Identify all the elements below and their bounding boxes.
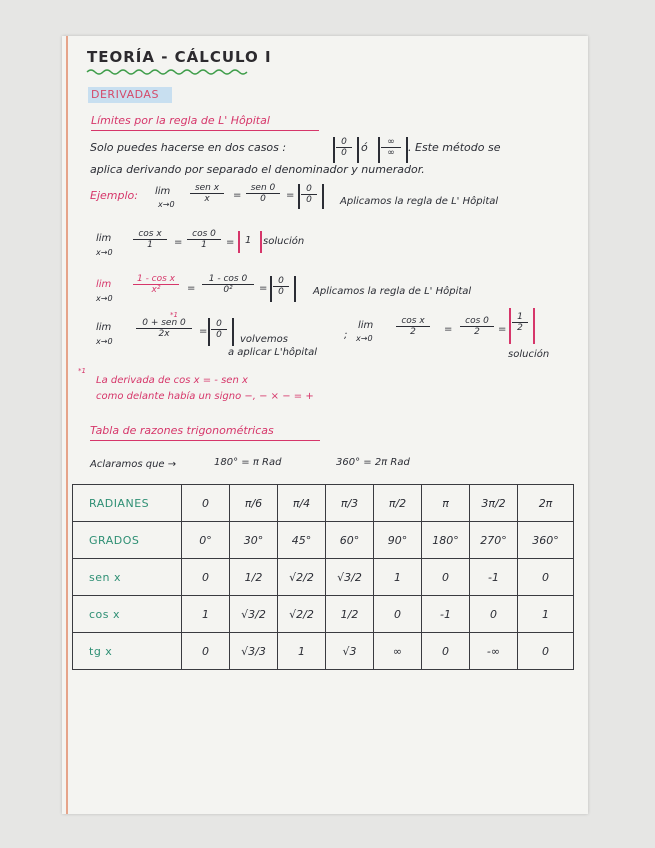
or-text: ó [361, 141, 368, 154]
solution-label: solución [263, 236, 305, 247]
table-cell: 1 [182, 596, 230, 633]
table-cell: √3/2 [230, 596, 278, 633]
table-cell: √3/3 [230, 633, 278, 670]
result-fraction [512, 312, 528, 333]
table-cell: -∞ [470, 633, 518, 670]
table-cell: 0 [518, 559, 574, 596]
table-cell: √3/2 [326, 559, 374, 596]
fraction-denominator: x² [151, 285, 161, 295]
lim-sub: x→0 [96, 337, 113, 346]
table-cell: 0 [470, 596, 518, 633]
table-row [73, 596, 574, 633]
fraction-denominator: 1 [201, 240, 207, 250]
table-cell: 0 [422, 633, 470, 670]
table-row [73, 485, 574, 522]
fraction-denominator: 0 [216, 330, 222, 340]
fraction-numerator: 0 + sen 0 [136, 318, 192, 329]
fraction [133, 229, 167, 250]
table-cell: √2/2 [278, 559, 326, 596]
fraction [133, 274, 179, 295]
table-cell: 1/2 [230, 559, 278, 596]
clarify-180: 180° = π Rad [214, 457, 282, 468]
fraction-numerator: 0 [273, 276, 289, 287]
row-label: sen x [73, 559, 182, 596]
footnote-line-2: como delante había un signo −, − × − = + [96, 391, 314, 402]
fraction-numerator: cos 0 [460, 316, 494, 327]
fraction-numerator: sen x [190, 183, 224, 194]
lim-label: lim [358, 320, 374, 331]
subtitle-underline [90, 440, 320, 441]
equals: = [233, 190, 242, 201]
lim-label: lim [96, 233, 112, 244]
equals: = [286, 190, 295, 201]
equals: = [226, 237, 235, 248]
table-row [73, 522, 574, 559]
equals: = [174, 237, 183, 248]
row-label: GRADOS [73, 522, 182, 559]
table-cell: 30° [230, 522, 278, 559]
table-cell: 0 [374, 596, 422, 633]
equals: = [444, 324, 453, 335]
table-cell: 45° [278, 522, 326, 559]
fraction-numerator: ∞ [381, 137, 401, 148]
section-heading: DERIVADAS [91, 88, 159, 101]
table-cell: √3 [326, 633, 374, 670]
fraction [190, 183, 224, 204]
page-title: TEORÍA - CÁLCULO I [87, 48, 272, 66]
fraction-denominator: 2 [410, 327, 416, 337]
intro-text-1: Solo puedes hacerse en dos casos : [90, 141, 287, 154]
table-cell: 270° [470, 522, 518, 559]
table-cell: 90° [374, 522, 422, 559]
lim-sub: x→0 [158, 200, 175, 209]
table-cell: π/4 [278, 485, 326, 522]
fraction-denominator: 0 [260, 194, 266, 204]
trig-table [72, 484, 574, 670]
table-cell: 0 [182, 633, 230, 670]
fraction-denominator: x [204, 194, 210, 204]
fraction [396, 316, 430, 337]
table-cell: 1 [518, 596, 574, 633]
intro-text-2: aplica derivando por separado el denominador y numerador. [90, 163, 425, 176]
table-cell: 1/2 [326, 596, 374, 633]
fraction-numerator: 1 - cos 0 [202, 274, 254, 285]
subtitle-table: Tabla de razones trigonométricas [90, 424, 274, 437]
margin-line [66, 36, 68, 814]
table-cell: 0° [182, 522, 230, 559]
table-cell: 180° [422, 522, 470, 559]
table-cell: -1 [422, 596, 470, 633]
solution-label: solución [508, 349, 550, 360]
fraction-denominator: 0 [306, 195, 312, 205]
table-cell: 0 [182, 485, 230, 522]
equals: = [199, 326, 208, 337]
footnote-line-1: La derivada de cos x = - sen x [96, 375, 248, 386]
clarify-text: Aclaramos que → [90, 459, 177, 470]
separator: ; [344, 330, 348, 341]
equals: = [259, 283, 268, 294]
table-cell: π/3 [326, 485, 374, 522]
subtitle-lhopital: Límites por la regla de L' Hôpital [91, 114, 270, 127]
lim-label: lim [155, 186, 171, 197]
table-cell: ∞ [374, 633, 422, 670]
fraction [211, 319, 227, 340]
fraction [202, 274, 254, 295]
lim-label: lim [96, 322, 112, 333]
subtitle-underline [91, 130, 319, 131]
row-label: tg x [73, 633, 182, 670]
fraction-numerator: cos x [396, 316, 430, 327]
fraction-numerator: sen 0 [246, 183, 280, 194]
result-value: 1 [245, 235, 252, 246]
fraction-denominator: 0 [341, 148, 347, 158]
title-wavy-underline [86, 68, 256, 76]
table-cell: √2/2 [278, 596, 326, 633]
equals: = [498, 324, 507, 335]
fraction-denominator: 1 [147, 240, 153, 250]
table-cell: 0 [422, 559, 470, 596]
fraction [336, 137, 352, 158]
footnote-mark: *1 [78, 367, 86, 375]
fraction-denominator: 2 [474, 327, 480, 337]
example-label: Ejemplo: [90, 189, 138, 202]
table-row [73, 633, 574, 670]
fraction [246, 183, 280, 204]
fraction-numerator: 0 [301, 184, 317, 195]
table-row [73, 559, 574, 596]
row-label: RADIANES [73, 485, 182, 522]
table-cell: 2π [518, 485, 574, 522]
table-cell: 1 [374, 559, 422, 596]
note: Aplicamos la regla de L' Hôpital [340, 196, 499, 207]
fraction-numerator: 1 - cos x [133, 274, 179, 285]
table-cell: 360° [518, 522, 574, 559]
table-cell: 1 [278, 633, 326, 670]
fraction-numerator: 1 [512, 312, 528, 323]
note-1: volvemos [240, 334, 288, 345]
fraction-denominator: ∞ [387, 148, 395, 158]
fraction-numerator: 0 [336, 137, 352, 148]
fraction-infinity [381, 137, 401, 158]
fraction-numerator: cos x [133, 229, 167, 240]
fraction [301, 184, 317, 205]
table-cell: 0 [182, 559, 230, 596]
fraction-numerator: cos 0 [187, 229, 221, 240]
fraction-denominator: 2x [158, 329, 170, 339]
note-2: a aplicar L'hôpital [228, 347, 317, 358]
equals: = [187, 283, 196, 294]
fraction [273, 276, 289, 297]
fraction-denominator: 0 [278, 287, 284, 297]
fraction-numerator: 0 [211, 319, 227, 330]
table-cell: π/6 [230, 485, 278, 522]
lim-label: lim [96, 279, 112, 290]
table-cell: 3π/2 [470, 485, 518, 522]
table-cell: -1 [470, 559, 518, 596]
fraction-denominator: 0² [223, 285, 233, 295]
note: Aplicamos la regla de L' Hôpital [313, 286, 472, 297]
table-cell: π [422, 485, 470, 522]
table-cell: 60° [326, 522, 374, 559]
lim-sub: x→0 [356, 334, 373, 343]
table-cell: 0 [518, 633, 574, 670]
table-cell: π/2 [374, 485, 422, 522]
lim-sub: x→0 [96, 294, 113, 303]
intro-text-1b: . Este método se [408, 141, 501, 154]
fraction-denominator: 2 [517, 323, 523, 333]
row-label: cos x [73, 596, 182, 633]
fraction [136, 318, 192, 339]
fraction [460, 316, 494, 337]
clarify-360: 360° = 2π Rad [336, 457, 410, 468]
lim-sub: x→0 [96, 248, 113, 257]
footnote-ref: *1 [170, 311, 178, 319]
fraction [187, 229, 221, 250]
